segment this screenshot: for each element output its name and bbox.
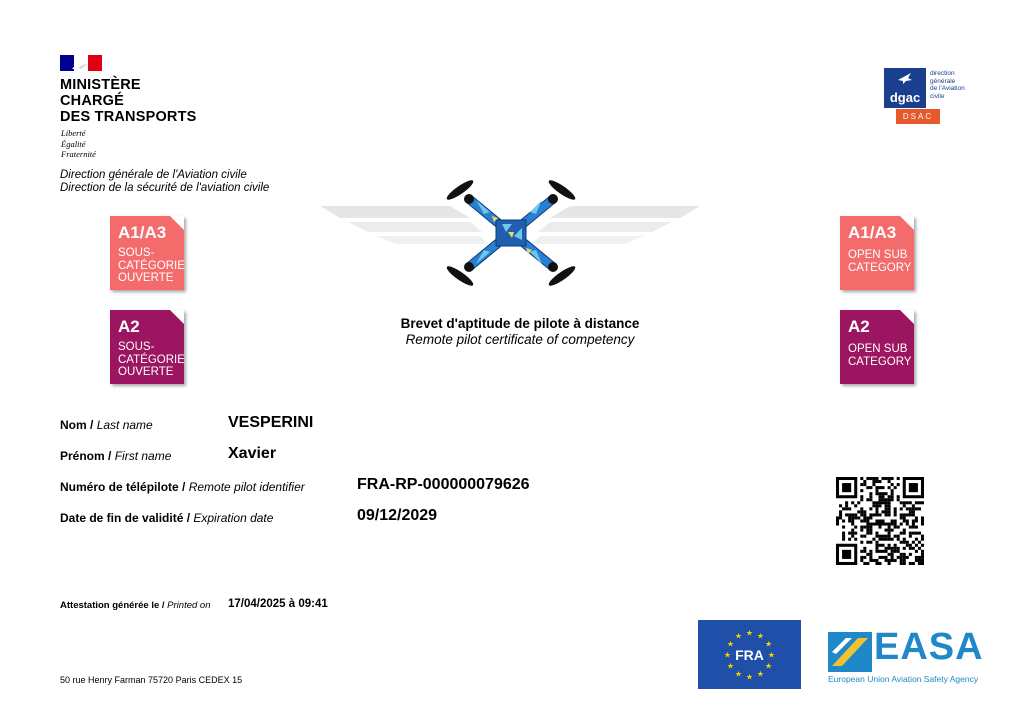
badge-a2-left [110,310,184,384]
eu-flag-icon [698,620,801,689]
svg-text:★: ★ [764,661,773,671]
badge-code: A1/A3 [118,223,167,242]
easa-emblem-icon [828,632,872,672]
first-name-label: Prénom / First name [60,449,172,463]
svg-text:★: ★ [734,631,743,641]
dgac-side-line: générale [930,77,956,85]
printed-label: Attestation générée le / Printed on [60,600,211,611]
badge-sub-line: CATÉGORIE [118,259,185,272]
motto-line: Égalité [61,138,86,149]
direction-line: Direction générale de l'Aviation civile [60,169,247,181]
badge-code: A2 [118,317,140,336]
badge-a2-right [840,310,914,384]
svg-text:★: ★ [745,672,754,682]
last-name-value: VESPERINI [228,414,314,431]
badge-sub-line: CATEGORY [848,261,912,274]
svg-text:★: ★ [726,661,735,671]
badge-subtitle [848,343,911,368]
eu-flag-text: FRA [735,647,764,663]
svg-text:★: ★ [723,650,732,660]
certificate-title-fr: Brevet d'aptitude de pilote à distance [400,316,640,331]
svg-text:★: ★ [745,628,754,638]
drone-icon [446,166,576,298]
badge-subtitle [848,249,911,274]
svg-text:★: ★ [764,639,773,649]
easa-name: EASA [874,626,984,668]
badge-sub-line: OUVERTE [118,272,174,284]
badge-sub-line: OPEN SUB [848,343,908,355]
marianne-flag-icon [60,55,102,71]
ministry-line: CHARGÉ [60,93,125,109]
ministry-name [60,77,197,125]
svg-text:★: ★ [726,639,735,649]
svg-text:★: ★ [767,650,776,660]
badge-subtitle [118,247,185,285]
easa-logo-icon [828,628,994,688]
printed-value: 17/04/2025 à 09:41 [228,598,328,610]
dgac-logo [884,68,974,126]
dsac-label: DSAC [896,109,940,124]
badge-sub-line: SOUS- [118,247,155,259]
first-name-value: Xavier [228,445,277,462]
dgac-side-line: de l'Aviation [930,85,965,92]
ministry-line: MINISTÈRE [60,77,141,93]
motto-line: Liberté [61,128,86,138]
dgac-side-line: civile [930,92,945,100]
dgac-side-text [930,70,965,100]
expiration-label: Date de fin de validité / Expiration date [60,511,274,525]
republic-motto [61,128,96,160]
easa-subtitle: European Union Aviation Safety Agency [828,674,979,684]
motto-line: Fraternité [61,149,96,159]
address: 50 rue Henry Farman 75720 Paris CEDEX 15 [60,675,243,685]
badge-a1a3-right [840,216,914,290]
qr-code-icon [836,477,924,565]
badge-sub-line: CATEGORY [848,355,912,368]
plane-icon [897,71,913,85]
svg-text:★: ★ [734,669,743,679]
dgac-side-line: direction [930,70,955,77]
expiration-value: 09/12/2029 [357,507,438,524]
svg-text:★: ★ [756,631,765,641]
pilot-id-label: Numéro de télépilote / Remote pilot identifier [60,480,305,494]
svg-text:★: ★ [756,669,765,679]
badge-code: A1/A3 [848,223,897,242]
badge-subtitle [118,341,185,379]
certificate-title-en: Remote pilot certificate of competency [405,332,635,347]
badge-a1a3-left [110,216,184,290]
direction-text [60,169,269,195]
dgac-logo-text: dgac [889,90,921,105]
badge-sub-line: OUVERTE [118,366,174,378]
badge-sub-line: SOUS- [118,341,155,353]
badge-sub-line: OPEN SUB [848,249,908,261]
direction-line: Direction de la sécurité de l'aviation civile [60,182,270,194]
last-name-label: Nom / Last name [60,418,153,432]
ministry-line: DES TRANSPORTS [60,109,197,125]
badge-code: A2 [848,317,870,336]
pilot-id-value: FRA-RP-000000079626 [357,476,530,493]
badge-sub-line: CATÉGORIE [118,353,185,366]
